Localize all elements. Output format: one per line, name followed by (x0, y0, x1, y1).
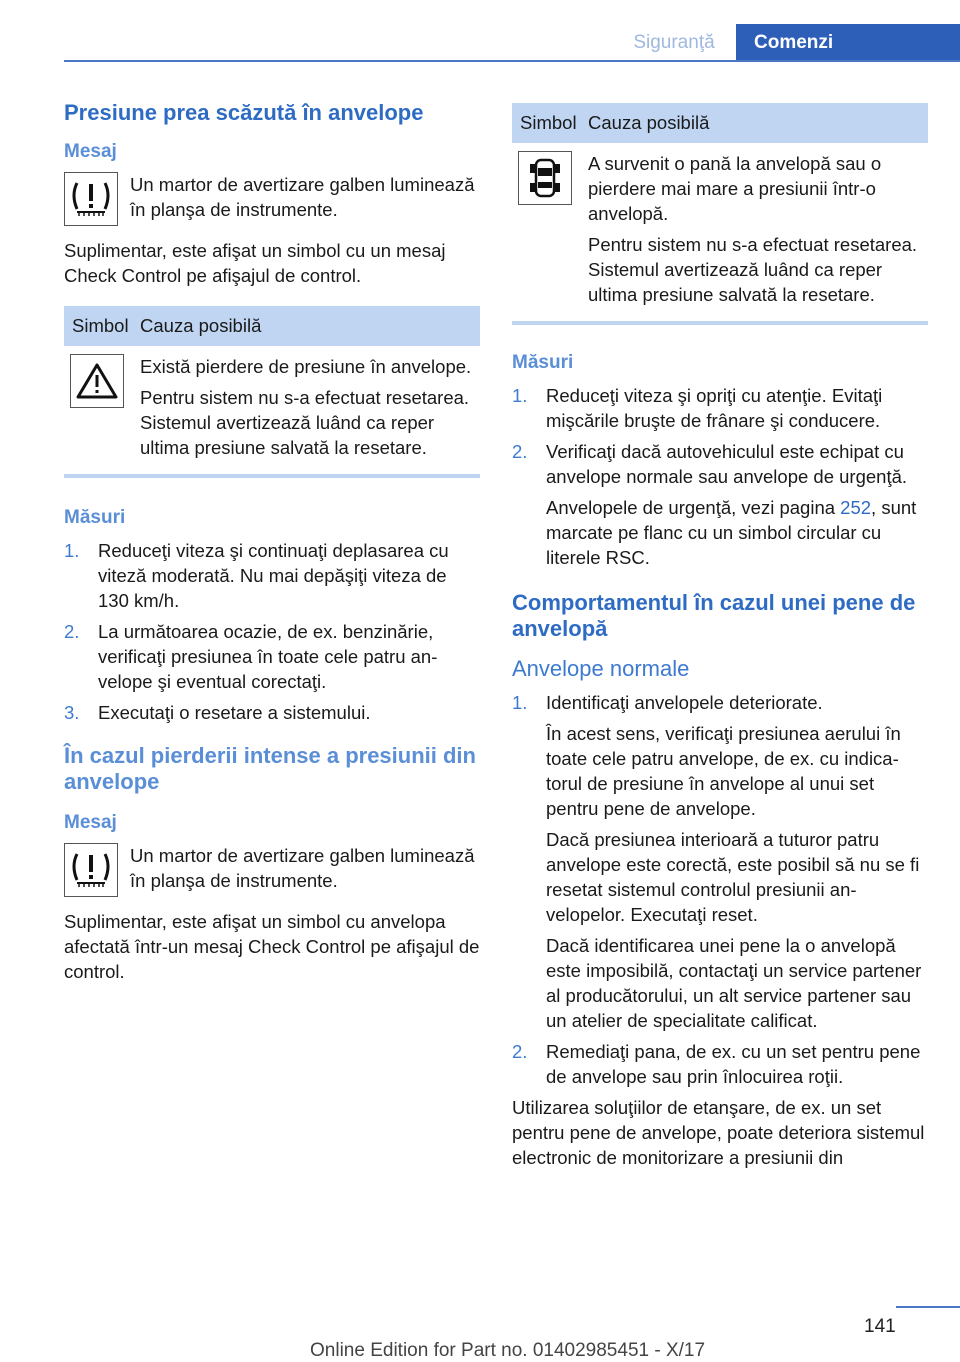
masuri-heading-2: Măsuri (512, 352, 574, 373)
tab-siguranta[interactable]: Siguranţă (633, 32, 715, 53)
cause-text-1: Există pierdere de presiune în anvelope. (140, 356, 472, 377)
mesaj-text: Un martor de avertizare galben luminează în planşa de instrumente. (130, 174, 475, 220)
masuri-heading: Măsuri (64, 507, 126, 528)
car-top-view-icon (518, 151, 572, 205)
normal-tires-heading: Anvelope normale (512, 656, 690, 681)
list-item: 3. Executaţi o resetare a sistemului. (64, 702, 371, 723)
cause-text-1: A survenit o pană la anvelopă sau o pierdere mai mare a presiunii într-o anvelopă. (588, 153, 882, 224)
final-paragraph: Utilizarea soluţiilor de etanşare, de ex. un set pentru pene de anvelope, poate deteriora sistemul electronic de monitorizare a presiunii din (512, 1097, 925, 1168)
section-title-puncture: Comportamentul în cazul unei pene de anvelopă (512, 590, 916, 641)
list-item: 2. Verificaţi dacă autovehiculul este echipat cu anvelope normale sau anvelope de urgenţă. Anvelopele de urgenţă, vezi pagina 252, sunt marcate pe flanc cu un simbol circular cu literele RSC. (512, 441, 917, 568)
edition-text: Online Edition for Part no. 01402985451 - X/17 (310, 1340, 706, 1361)
list-item: 2. Remediaţi pana, de ex. cu un set pentru pene de anvelope sau prin înlocuirea roţii. (512, 1041, 921, 1087)
supplementary-text: Suplimentar, este afişat un simbol cu un mesaj Check Control pe afişajul de control. (64, 240, 446, 286)
tab-comenzi[interactable]: Comenzi (736, 24, 960, 62)
header-rule (64, 60, 960, 62)
list-item: 1. Reduceţi viteza şi continuaţi deplasarea cu viteză moderată. Nu mai depăşiţi viteza de 130 km/h. (64, 540, 449, 611)
mesaj2-text: Un martor de avertizare galben luminează în planşa de instrumente. (130, 845, 475, 891)
table-end-rule (512, 321, 928, 325)
message-row-2 (64, 843, 480, 897)
table-row (64, 346, 480, 466)
normal-tires-list (512, 690, 928, 1089)
section-title-intense-loss: În cazul pierderii intense a presiunii din anvelope (64, 743, 476, 794)
table-header (512, 103, 928, 143)
supplementary-text-2: Suplimentar, este afişat un simbol cu anvelopa afectată într-un mesaj Check Control pe afişajul de control. (64, 911, 480, 982)
table-row (512, 143, 928, 313)
symbol-table (64, 306, 480, 478)
list-item: 1. Identificaţi anvelopele deteriorate. În acest sens, verificaţi presiunea aerului în toate cele patru anvelope, de ex. cu indicatorul de presiune în anvelope al unui set pentru pene de anvelope. Dacă presiunea interioară a tuturor patru anvelope este corectă, este posibil să nu se fi resetat sistemul controlul presiunii anvelopelor. Executaţi reset. Dacă identificarea unei pene la o anvelopă este imposibilă, contactaţi un service partener al producătorului, un alt service partener sau un atelier de specialitate calificat. (512, 692, 922, 1031)
col-simbol: Simbol (520, 112, 577, 133)
left-column (64, 100, 480, 984)
masuri-list (64, 538, 480, 725)
mesaj2-heading: Mesaj (64, 812, 117, 833)
tire-pressure-warning-icon (64, 172, 118, 226)
cause-text-2: Pentru sistem nu s-a efectuat resetarea. Sistemul avertizează luând ca reper ultima presiune salvată la resetare. (588, 234, 918, 305)
tire-pressure-warning-icon (64, 843, 118, 897)
table-header (64, 306, 480, 346)
mesaj-heading: Mesaj (64, 141, 117, 162)
col-cauza: Cauza posibilă (140, 315, 262, 336)
page-number: 141 (864, 1316, 896, 1337)
message-row (64, 172, 480, 226)
masuri-list-2 (512, 383, 928, 570)
warning-triangle-icon (70, 354, 124, 408)
symbol-table-2 (512, 103, 928, 325)
page-link-252[interactable]: 252 (840, 497, 872, 518)
col-simbol: Simbol (72, 315, 129, 336)
footer-rule (896, 1306, 960, 1308)
section-title-low-pressure: Presiune prea scăzută în anvelope (64, 100, 424, 125)
list-item: 1. Reduceţi viteza şi opriţi cu atenţie. Evitaţi mişcările bruşte de frânare şi conducere. (512, 385, 883, 431)
col-cauza: Cauza posibilă (588, 112, 710, 133)
table-end-rule (64, 474, 480, 478)
cause-text-2: Pentru sistem nu s-a efectuat resetarea. Sistemul avertizează luând ca reper ultima presiune salvată la resetare. (140, 387, 470, 458)
right-column (512, 103, 928, 1170)
list-item: 2. La următoarea ocazie, de ex. benzinărie, verificaţi presiunea în toate cele patru anvelope şi eventual corectaţi. (64, 621, 438, 692)
